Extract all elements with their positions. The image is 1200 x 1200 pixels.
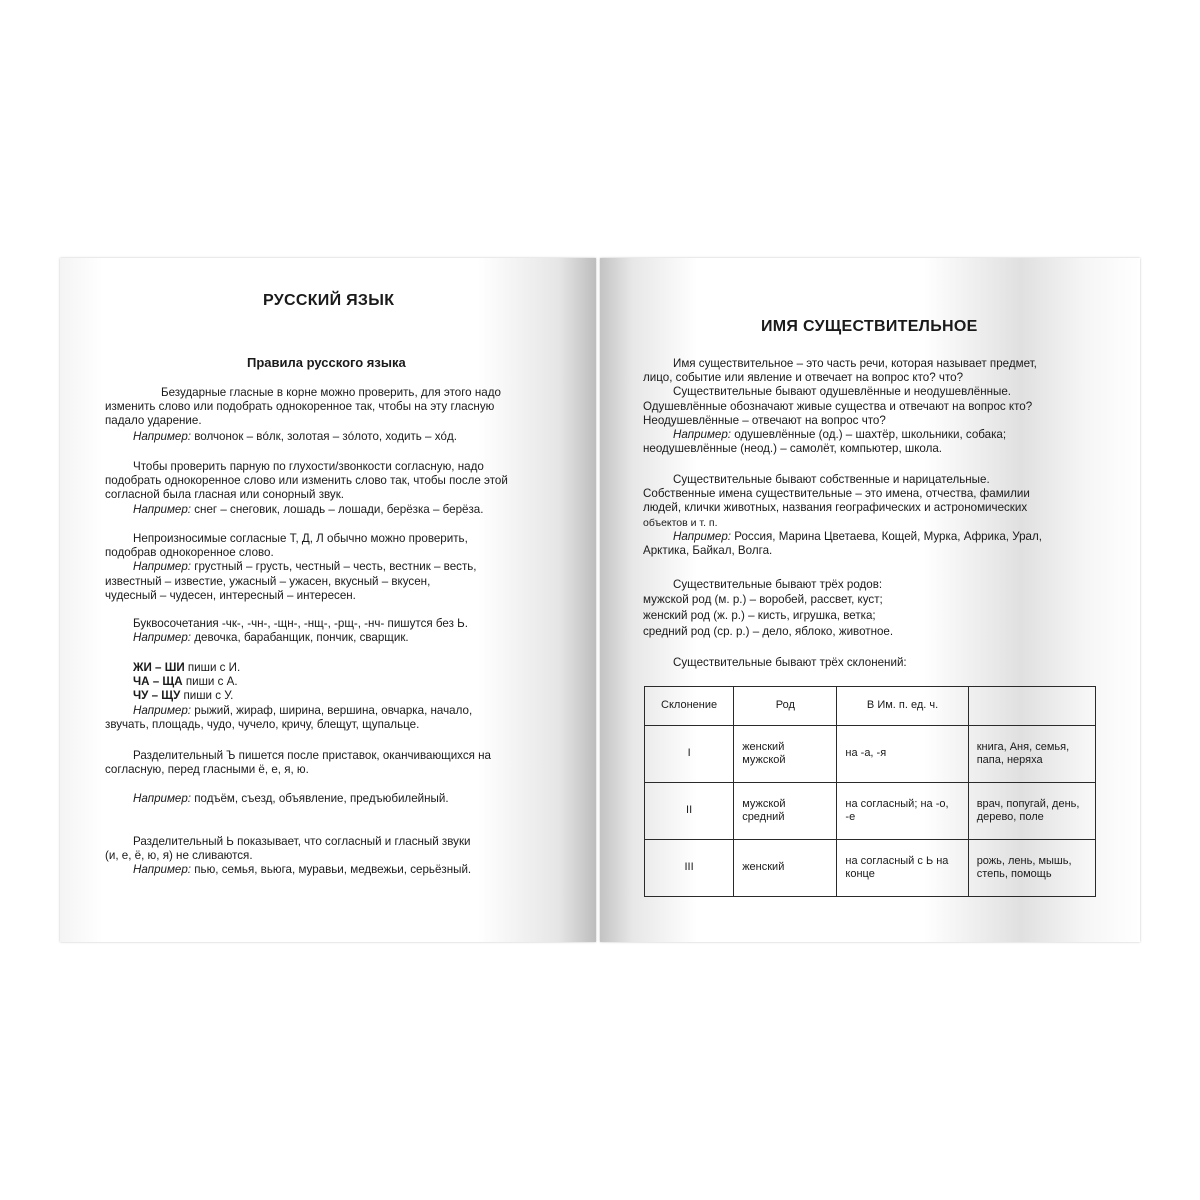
example-label: Например: xyxy=(133,631,192,645)
table-row xyxy=(645,726,1096,783)
zhi-shi-rule: пиши с И. xyxy=(184,661,241,674)
rule3-example-line-2: известный – известие, ужасный – ужасен, вкусный – вкусен, xyxy=(105,574,431,588)
chu-schu-rule: пиши с У. xyxy=(180,689,234,703)
para2-example-line-1: Россия, Марина Цветаева, Кощей, Мурка, Африка, Урал, xyxy=(731,529,1042,543)
rule6-line-1: Разделительный Ъ пишется после приставок, оканчивающихся на xyxy=(133,749,491,762)
example-label: Например: xyxy=(133,560,192,574)
example-label: Например: xyxy=(133,502,192,516)
rule3-line-2: подобрав однокоренное слово. xyxy=(105,546,274,560)
rule-paired-consonants xyxy=(105,460,561,517)
rule5-example-line-1: рыжий, жираф, ширина, вершина, овчарка, начало, xyxy=(191,704,473,717)
rule-soft-sign xyxy=(105,835,561,878)
para2-example-line-2: Арктика, Байкал, Волга. xyxy=(643,544,773,558)
para1-example-line-2: неодушевлённые (неод.) – самолёт, компьютер, школа. xyxy=(643,442,943,456)
rule-zhi-shi xyxy=(133,661,563,704)
para2-line-1: Существительные бывают собственные и нарицательные. xyxy=(673,473,990,486)
para2-line-2: Собственные имена существительные – это имена, отчества, фамилии xyxy=(643,487,1030,501)
left-page-title: РУССКИЙ ЯЗЫК xyxy=(263,292,395,309)
declension-examples: врач, попугай, день, дерево, поле xyxy=(968,783,1095,840)
rule7-line-1: Разделительный Ь показывает, что согласный и гласный звуки xyxy=(133,835,471,848)
rule2-line-1: Чтобы проверить парную по глухости/звонкости согласную, надо xyxy=(133,460,484,473)
table-header-row xyxy=(645,687,1096,726)
declension-examples: книга, Аня, семья, папа, неряха xyxy=(968,726,1095,783)
right-page-title: ИМЯ СУЩЕСТВИТЕЛЬНОЕ xyxy=(761,318,978,335)
rule-silent-consonants xyxy=(105,532,561,603)
rule6-example xyxy=(133,792,563,806)
header-examples xyxy=(968,687,1095,726)
example-label: Например: xyxy=(133,430,192,443)
rule1-example xyxy=(133,430,563,444)
rule5-example xyxy=(105,704,561,732)
declension-ending: на -а, -я xyxy=(837,726,968,783)
declension-table xyxy=(644,686,1096,897)
noun-genders xyxy=(643,578,1103,640)
para1-line-4: Одушевлённые обозначают живые существа и отвечают на вопрос кто? xyxy=(643,399,1033,413)
declension-ending: на согласный с Ь на конце xyxy=(837,840,968,897)
left-page-subtitle: Правила русского языка xyxy=(247,355,406,370)
header-gender: Род xyxy=(734,687,837,726)
declension-gender: мужской средний xyxy=(734,783,837,840)
rule7-example-text: пью, семья, вьюга, муравьи, медвежьи, серьёзный. xyxy=(191,863,472,877)
declension-number: II xyxy=(645,783,734,840)
cha-scha-rule: пиши с А. xyxy=(182,675,238,689)
noun-definition xyxy=(643,357,1103,456)
example-label: Например: xyxy=(673,529,732,543)
table-row xyxy=(645,783,1096,840)
rule3-example-line-1: грустный – грусть, честный – честь, вестник – весть, xyxy=(191,560,477,574)
rule1-line-3: падало ударение. xyxy=(105,414,202,428)
rule3-line-1: Непроизносимые согласные Т, Д, Л обычно можно проверить, xyxy=(133,532,468,545)
rule2-line-3: согласной была гласная или сонорный звук. xyxy=(105,488,345,502)
rule3-example-line-3: чудесный – чудесен, интересный – интересен. xyxy=(105,588,356,602)
rule-hard-sign xyxy=(105,749,561,777)
declension-examples: рожь, лень, мышь, степь, помощь xyxy=(968,840,1095,897)
rule1-line-2: изменить слово или подобрать однокоренное так, чтобы на эту гласную xyxy=(105,400,495,414)
para3-lead: Существительные бывают трёх родов: xyxy=(673,578,883,591)
example-label: Например: xyxy=(133,863,192,877)
header-declension: Склонение xyxy=(645,687,734,726)
para4-lead: Существительные бывают трёх склонений: xyxy=(673,656,907,669)
para1-line-5: Неодушевлённые – отвечают на вопрос что? xyxy=(643,413,886,427)
para1-line-1: Имя существительное – это часть речи, которая называет предмет, xyxy=(673,357,1037,370)
example-label: Например: xyxy=(133,792,192,805)
para1-example-line-1: одушевлённые (од.) – шахтёр, школьники, собака; xyxy=(731,428,1007,442)
rule6-example-text: подъём, съезд, объявление, предъюбилейный. xyxy=(191,792,449,805)
para3-line-1: мужской род (м. р.) – воробей, рассвет, куст; xyxy=(643,593,883,607)
declension-gender: женский мужской xyxy=(734,726,837,783)
chu-schu-label: ЧУ – ЩУ xyxy=(133,689,181,703)
example-label: Например: xyxy=(133,704,192,717)
example-label: Например: xyxy=(673,428,732,442)
cha-scha-label: ЧА – ЩА xyxy=(133,675,183,689)
rule2-line-2: подобрать однокоренное слово или изменить слово так, чтобы после этой xyxy=(105,474,508,488)
rule-unstressed-vowels xyxy=(105,386,559,429)
para2-line-4: объектов и т. п. xyxy=(643,516,718,529)
para1-line-3: Существительные бывают одушевлённые и неодушевлённые. xyxy=(673,385,1012,399)
zhi-shi-label: ЖИ – ШИ xyxy=(133,661,185,674)
declension-ending: на согласный; на -о, -е xyxy=(837,783,968,840)
rule7-line-2: (и, е, ё, ю, я) не сливаются. xyxy=(105,849,253,863)
rule2-example-text: снег – снеговик, лошадь – лошади, берёзка – берёза. xyxy=(191,502,484,516)
header-nominative: В Им. п. ед. ч. xyxy=(837,687,968,726)
para1-line-2: лицо, событие или явление и отвечает на вопрос кто? что? xyxy=(643,371,964,385)
proper-common-nouns xyxy=(643,473,1103,558)
noun-declensions-lead xyxy=(673,656,1103,670)
table-row xyxy=(645,840,1096,897)
rule4-line: Буквосочетания -чк-, -чн-, -щн-, -нщ-, -рщ-, -нч- пишутся без Ь. xyxy=(133,617,468,630)
rule5-example-line-2: звучать, площадь, чудо, чучело, кричу, блещут, щупальце. xyxy=(105,718,420,732)
rule6-line-2: согласную, перед гласными ё, е, я, ю. xyxy=(105,763,309,777)
rule1-example-text: волчонок – вóлк, золотая – зóлото, ходить – хóд. xyxy=(191,430,457,443)
declension-number: I xyxy=(645,726,734,783)
rule1-line-1: Безударные гласные в корне можно проверить, для этого надо xyxy=(161,386,501,399)
para2-line-3: людей, клички животных, названия географических и астрономических xyxy=(643,501,1028,515)
para3-line-2: женский род (ж. р.) – кисть, игрушка, ветка; xyxy=(643,609,876,623)
declension-number: III xyxy=(645,840,734,897)
rule4-example-text: девочка, барабанщик, пончик, сварщик. xyxy=(191,631,409,645)
rule-letter-combinations xyxy=(105,617,561,645)
declension-gender: женский xyxy=(734,840,837,897)
para3-line-3: средний род (ср. р.) – дело, яблоко, животное. xyxy=(643,625,894,639)
